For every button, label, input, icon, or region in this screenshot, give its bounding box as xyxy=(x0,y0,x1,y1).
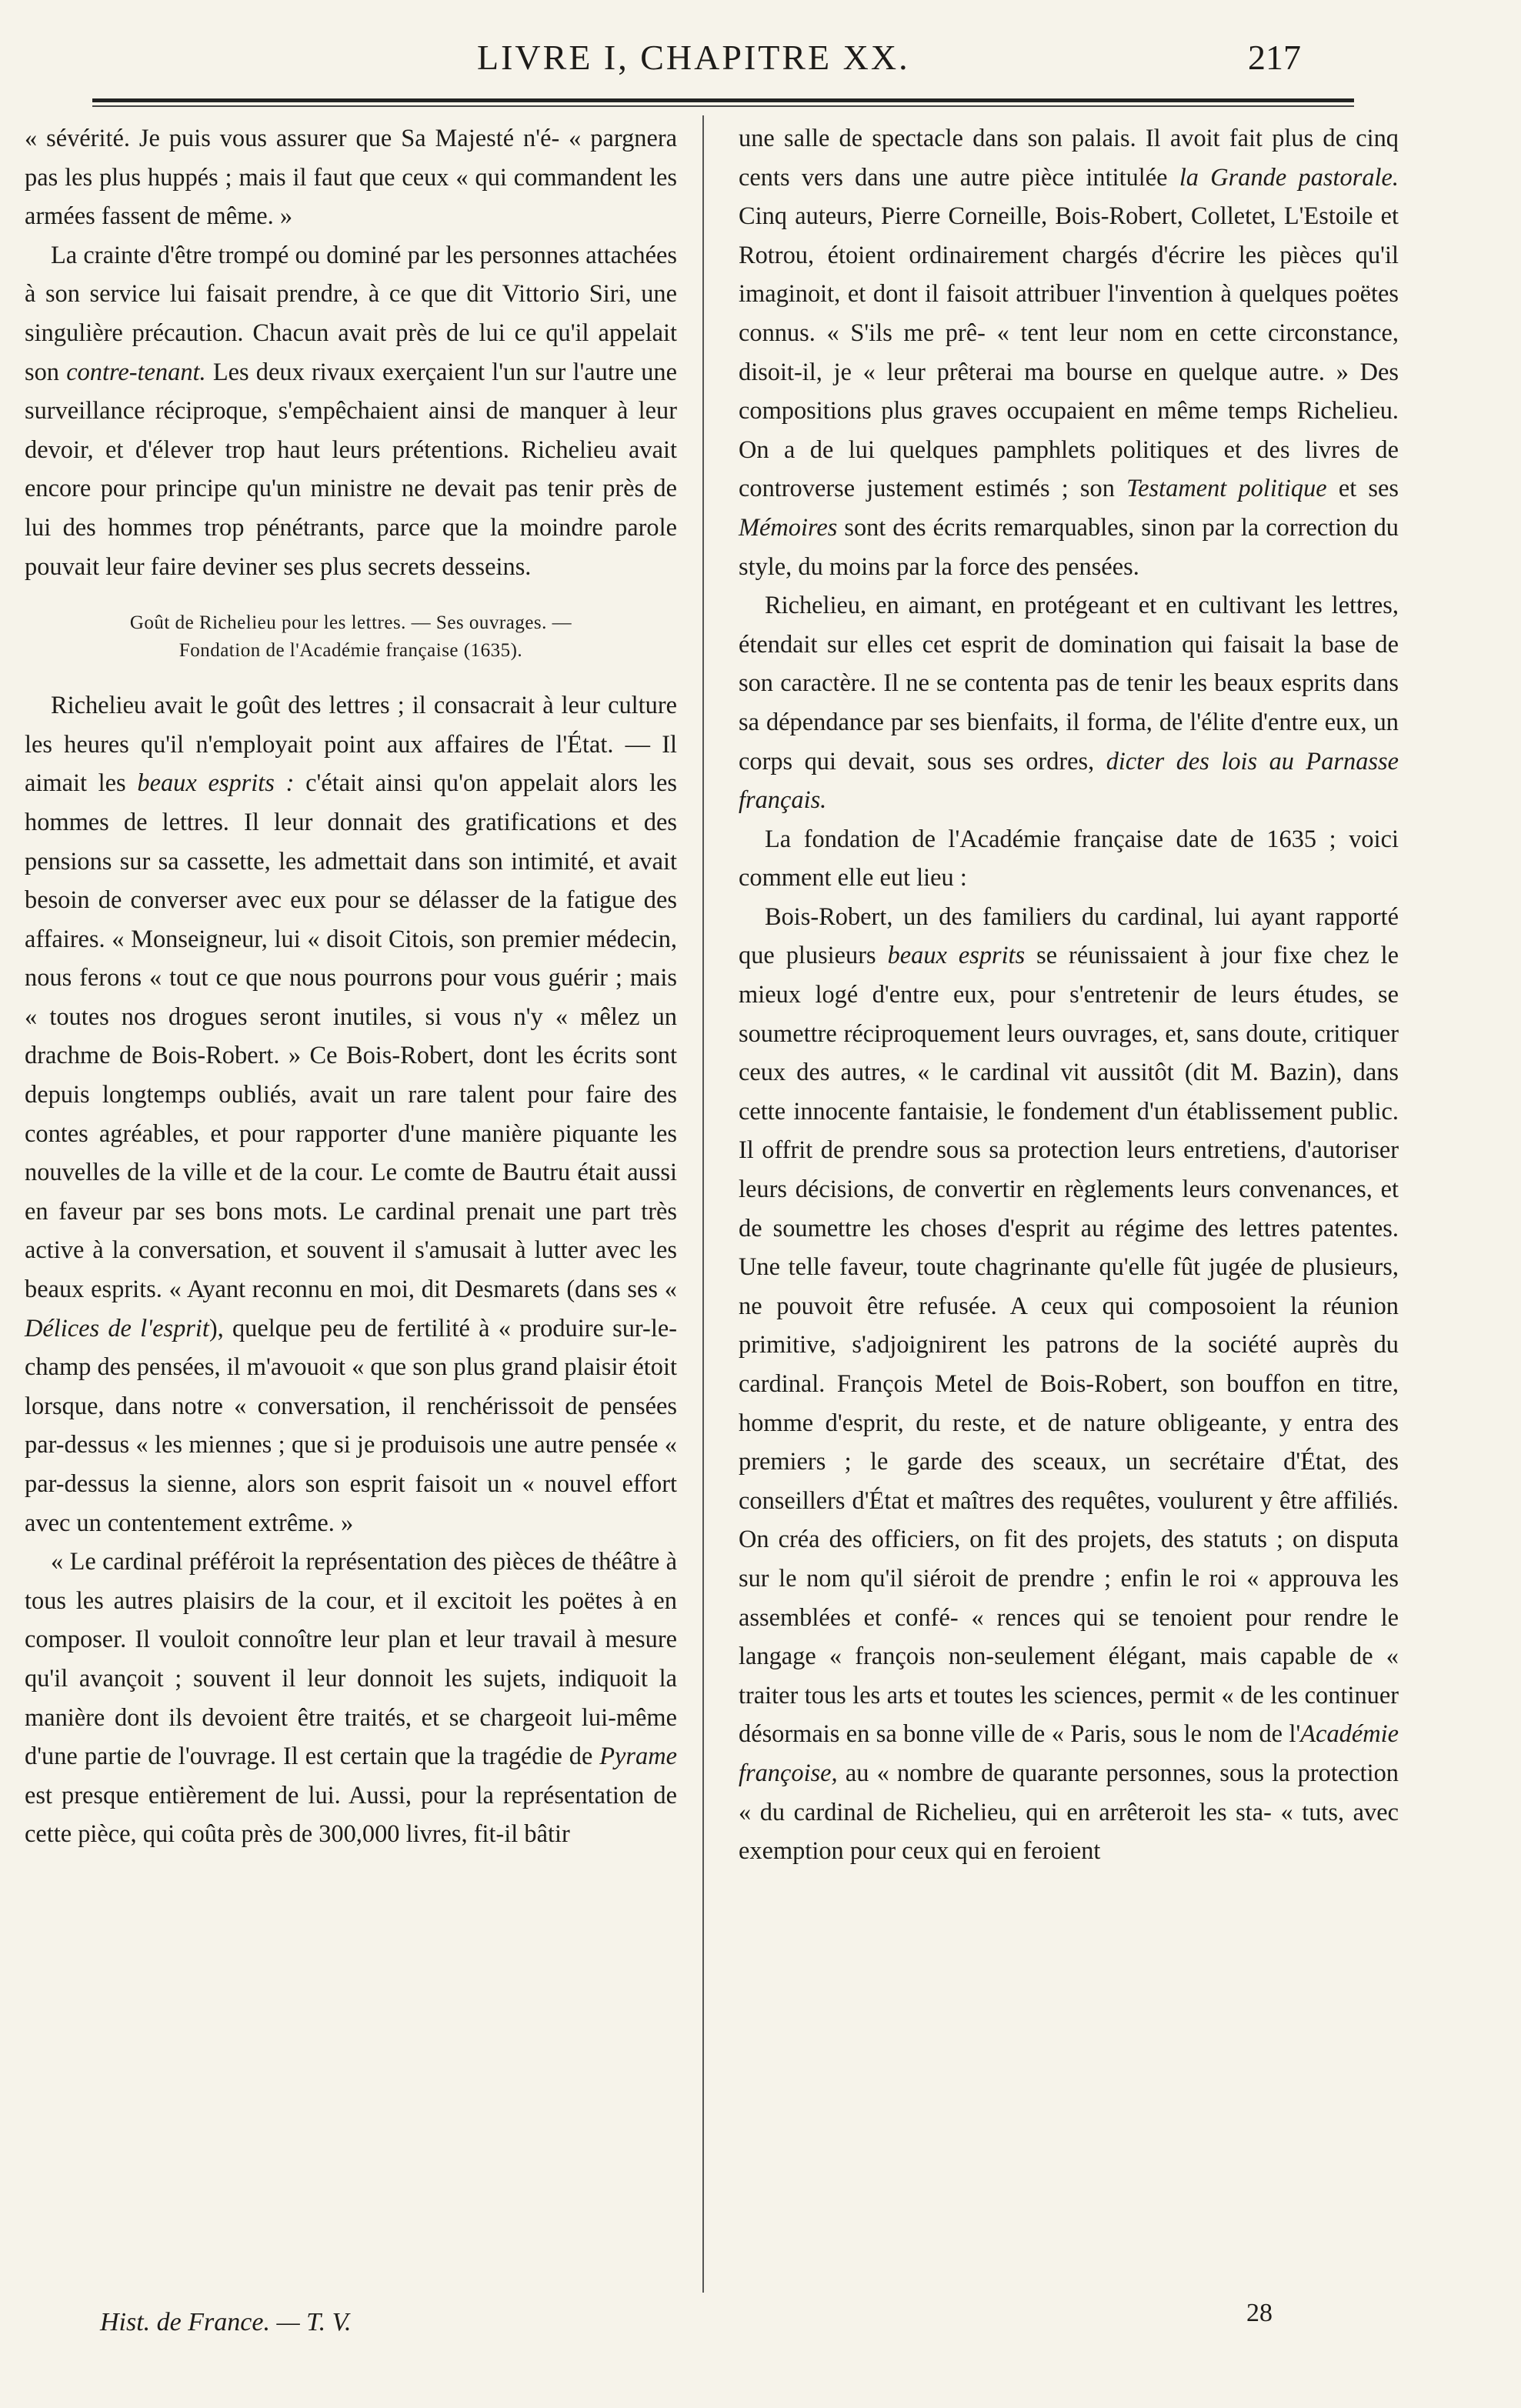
section-subheading xyxy=(25,609,677,665)
right-column xyxy=(739,119,1399,1871)
italic-run: beaux esprits xyxy=(887,942,1026,970)
right-paragraph-2 xyxy=(739,586,1399,820)
italic-run: la Grande pastorale. xyxy=(1179,163,1399,192)
text-run: Cinq auteurs, Pierre Corneille, Bois-Robert, Colletet, L'Estoile et Rotrou, étoient ordinairement chargés d'écrire les pièces qu'il imaginoit, et dont il faisoit attribuer l'invention à quelques poëtes connus. « S'ils me prê- « tent leur nom en cette circonstance, disoit-il, je « leur prêterai ma bourse en quelque autre. » Des compositions plus graves occupaient en même temps Richelieu. On a de lui quelques pamphlets politiques et des livres de controverse justement estimés ; son xyxy=(739,202,1399,503)
left-paragraph-4 xyxy=(25,1543,677,1854)
text-run: c'était ainsi qu'on appelait alors les hommes de lettres. Il leur donnait des gratifications et des pensions sur sa cassette, les admettait dans son intimité, et avait besoin de converser avec eux pour se délasser de la fatigue des affaires. « Monseigneur, lui « disoit Citois, son premier médecin, nous ferons « tout ce que nous pourrons pour vous guérir ; mais « toutes nos drogues seront inutiles, si vous n'y « mêlez un drachme de Bois-Robert. » Ce Bois-Robert, dont les écrits sont depuis longtemps oubliés, avait un rare talent pour faire des contes agréables, et pour rapporter d'une manière piquante les nouvelles de la ville et de la cour. Le comte de Bautru était aussi en faveur par ses bons mots. Le cardinal prenait une part très active à la conversation, et souvent il s'amusait à lutter avec les beaux esprits. « Ayant reconnu en moi, dit Desmarets (dans ses « xyxy=(25,769,677,1304)
text-run: sont des écrits remarquables, sinon par la correction du style, du moins par la force des pensées. xyxy=(739,513,1399,581)
text-run: et ses xyxy=(1326,475,1399,503)
left-paragraph-3 xyxy=(25,686,677,1543)
text-run: Richelieu avait le goût des lettres ; il consacrait à leur culture les heures qu'il n'employait point aux affaires de l'État. — Il aimait les xyxy=(25,692,677,798)
italic-run: Testament politique xyxy=(1126,475,1327,503)
page-header xyxy=(0,0,1521,92)
right-paragraph-3: La fondation de l'Académie française date de 1635 ; voici comment elle eut lieu : xyxy=(739,825,1399,892)
left-column xyxy=(25,119,677,1854)
page-number: 217 xyxy=(1248,38,1301,77)
text-run: La crainte d'être trompé ou dominé par les personnes attachées à son service lui faisait prendre, à ce que dit Vittorio Siri, une singulière précaution. Chacun avait près de lui ce qu'il appelait son xyxy=(25,241,677,386)
italic-run: beaux esprits : xyxy=(137,769,295,798)
italic-run: Académie françoise, xyxy=(739,1720,1399,1787)
right-paragraph-1 xyxy=(739,119,1399,586)
footer-source: Hist. de France. — T. V. xyxy=(100,2308,352,2336)
column-divider xyxy=(702,115,704,2293)
left-paragraph-2 xyxy=(25,236,677,586)
subheading-line-2: Fondation de l'Académie française (1635). xyxy=(178,640,523,662)
subheading-line-1: Goût de Richelieu pour les lettres. — Ses ouvrages. — xyxy=(129,612,572,634)
header-rule-thick xyxy=(92,98,1354,102)
text-run: une salle de spectacle dans son palais. Il avoit fait plus de cinq cents vers dans une autre pièce intitulée xyxy=(739,125,1399,192)
right-paragraph-4 xyxy=(739,898,1399,1871)
left-paragraph-1: « sévérité. Je puis vous assurer que Sa Majesté n'é- « pargnera pas les plus huppés ; mais il faut que ceux « qui commandent les armées fassent de même. » xyxy=(25,125,677,231)
signature-mark: 28 xyxy=(1246,2299,1273,2327)
text-run: « Le cardinal préféroit la représentation des pièces de théâtre à tous les autres plaisirs de la cour, et il excitoit les poëtes à en composer. Il vouloit connoître leur plan et leur travail à mesure qu'il avançoit ; souvent il leur donnoit les sujets, indiquoit la manière dont ils devoient être traités, et se chargeoit lui-même d'une partie de l'ouvrage. Il est certain que la tragédie de xyxy=(25,1548,677,1771)
italic-run: Mémoires xyxy=(739,513,838,542)
italic-run: dicter des lois au Parnasse français. xyxy=(739,747,1399,815)
text-run: Les deux rivaux exerçaient l'un sur l'autre une surveillance réciproque, s'empêchaient ainsi de manquer à leur devoir, et d'élever trop haut leurs prétentions. Richelieu avait encore pour principe qu'un ministre ne devait pas tenir près de lui des hommes trop pénétrants, parce que la moindre parole pouvait leur faire deviner ses plus secrets desseins. xyxy=(25,358,678,581)
text-run: Richelieu, en aimant, en protégeant et en cultivant les lettres, étendait sur elles cet esprit de domination qui faisait la base de son caractère. Il ne se contenta pas de tenir les beaux esprits dans sa dépendance par ses bienfaits, il forma, de l'élite d'entre eux, un corps qui devait, sous ses ordres, xyxy=(739,592,1399,775)
text-run: est presque entièrement de lui. Aussi, pour la représentation de cette pièce, qui coûta près de 300,000 livres, fit-il bâtir xyxy=(25,1781,677,1849)
text-run: ), quelque peu de fertilité à « produire sur-le-champ des pensées, il m'avouoit « que son plus grand plaisir étoit lorsque, dans notre « conversation, il renchérissoit de pensées par-dessus « les miennes ; que si je produisois une autre pensée « par-dessus la sienne, alors son esprit faisoit un « nouvel effort avec un contentement extrême. » xyxy=(25,1314,677,1537)
italic-run: contre-tenant. xyxy=(66,358,206,386)
running-title: LIVRE I, CHAPITRE XX. xyxy=(477,38,910,77)
italic-run: Délices de l'esprit xyxy=(25,1314,209,1342)
text-run: Bois-Robert, un des familiers du cardinal, lui ayant rapporté que plusieurs xyxy=(739,902,1399,970)
header-rule-thin xyxy=(92,105,1354,107)
italic-run: Pyrame xyxy=(599,1743,677,1771)
text-run: au « nombre de quarante personnes, sous la protection « du cardinal de Richelieu, qui en arrêteroit les sta- « tuts, avec exemption pour ceux qui en feroient xyxy=(739,1759,1399,1866)
text-run: se réunissaient à jour fixe chez le mieux logé d'entre eux, pour s'entretenir de leurs études, se soumettre réciproquement leurs ouvrages, et, sans doute, critiquer ceux des autres, « le cardinal vit aussitôt (dit M. Bazin), dans cette innocente fantaisie, le fondement d'un établissement public. Il offrit de prendre sous sa protection leurs entretiens, d'autoriser leurs décisions, de convertir en règlements leurs convenances, et de soumettre les choses d'esprit au régime des lettres patentes. Une telle faveur, toute chagrinante qu'elle fût jugée de plusieurs, ne pouvoit être refusée. A ceux qui composoient la réunion primitive, s'adjoignirent les patrons de la société auprès du cardinal. François Metel de Bois-Robert, son bouffon en titre, homme d'esprit, du reste, et de nature obligeante, y entra des premiers ; le garde des sceaux, un secrétaire d'État, des conseillers d'État et maîtres des requêtes, voulurent y être affiliés. On créa des officiers, on fit des projets, des statuts ; on disputa sur le nom qu'il siéroit de prendre ; enfin le roi « approuva les assemblées et confé- « rences qui se tenoient pour rendre le langage « françois non-seulement élégant, mais capable de « traiter tous les arts et toutes les sciences, permit « de les continuer désormais en sa bonne ville de « Paris, sous le nom de l' xyxy=(739,942,1399,1749)
